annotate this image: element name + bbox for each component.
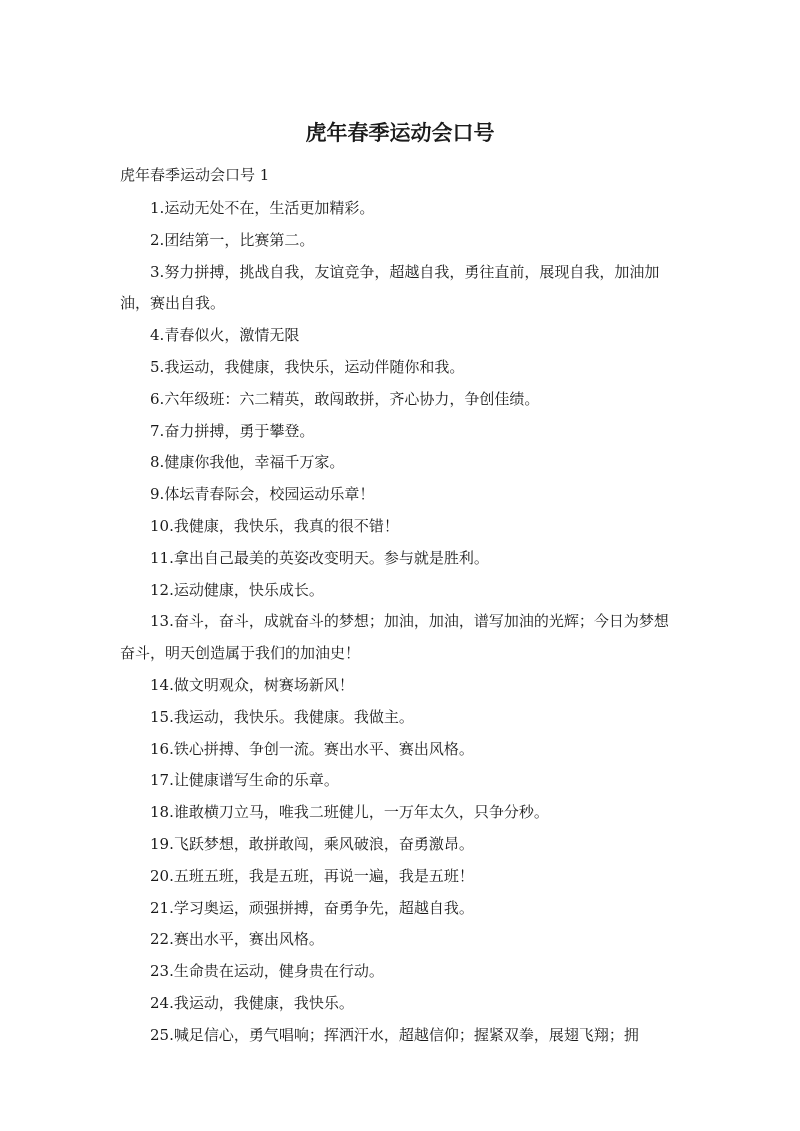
slogan-text: 六年级班：六二精英，敢闯敢拼，齐心协力，争创佳绩。: [164, 389, 540, 408]
slogan-item: [120, 734, 680, 766]
slogan-item: [120, 829, 680, 861]
slogan-number: 10.: [150, 516, 174, 535]
slogan-number: 17.: [150, 771, 174, 790]
slogan-text: 谁敢横刀立马，唯我二班健儿，一万年太久，只争分秒。: [173, 803, 549, 822]
slogan-number: 5.: [150, 357, 165, 376]
document-title: 虎年春季运动会口号: [305, 121, 495, 145]
slogan-number: 18.: [150, 803, 174, 822]
slogan-text: 五班五班，我是五班，再说一遍，我是五班！: [173, 866, 474, 885]
slogan-text: 奋斗，奋斗，成就奋斗的梦想；加油，加油，谱写加油的光辉；今日为梦想奋斗，明天创造属于我们的加油史！: [120, 612, 669, 663]
slogan-number: 23.: [150, 962, 174, 981]
slogan-number: 24.: [150, 993, 174, 1012]
slogan-number: 14.: [150, 675, 174, 694]
slogan-number: 12.: [150, 580, 174, 599]
slogan-item: [120, 257, 680, 321]
slogan-item: [120, 193, 680, 225]
slogan-number: 13.: [150, 612, 174, 631]
slogan-text: 飞跃梦想，敢拼敢闯，乘风破浪，奋勇激昂。: [173, 834, 474, 853]
slogan-number: 22.: [150, 930, 174, 949]
slogan-text: 喊足信心，勇气唱响；挥洒汗水，超越信仰；握紧双拳，展翅飞翔；拥: [173, 1025, 639, 1044]
slogan-item: [120, 543, 680, 575]
slogan-text: 我健康，我快乐，我真的很不错！: [173, 516, 399, 535]
slogan-item: [120, 797, 680, 829]
slogan-number: 2.: [150, 230, 165, 249]
slogan-number: 9.: [150, 485, 165, 504]
slogan-number: 21.: [150, 898, 174, 917]
slogan-text: 我运动，我健康，我快乐。: [173, 993, 354, 1012]
slogan-text: 我运动，我健康，我快乐，运动伴随你和我。: [164, 357, 465, 376]
slogan-text: 体坛青春际会，校园运动乐章！: [164, 485, 375, 504]
slogan-text: 奋力拼搏，勇于攀登。: [164, 421, 315, 440]
slogan-number: 16.: [150, 739, 174, 758]
slogan-text: 学习奥运，顽强拼搏，奋勇争先，超越自我。: [173, 898, 474, 917]
slogan-text: 青春似火，激情无限: [164, 326, 300, 345]
slogan-item: [120, 352, 680, 384]
slogan-item: [120, 511, 680, 543]
slogan-item: [120, 447, 680, 479]
slogan-item: [120, 956, 680, 988]
slogan-item: [120, 575, 680, 607]
slogan-item: [120, 225, 680, 257]
slogan-item: [120, 670, 680, 702]
slogan-number: 11.: [150, 548, 174, 567]
slogan-number: 3.: [150, 262, 165, 281]
slogan-text: 努力拼搏，挑战自我，友谊竞争，超越自我，勇往直前，展现自我，加油加油，赛出自我。: [120, 262, 660, 313]
slogan-text: 健康你我他，幸福千万家。: [164, 453, 345, 472]
slogan-item: [120, 479, 680, 511]
slogan-number: 4.: [150, 326, 165, 345]
slogan-text: 铁心拼搏、争创一流。赛出水平、赛出风格。: [173, 739, 474, 758]
slogan-number: 7.: [150, 421, 165, 440]
slogan-text: 我运动，我快乐。我健康。我做主。: [173, 707, 414, 726]
slogan-text: 拿出自己最美的英姿改变明天。参与就是胜利。: [173, 548, 489, 567]
slogan-text: 做文明观众，树赛场新风！: [173, 675, 354, 694]
slogan-text: 赛出水平，赛出风格。: [173, 930, 324, 949]
slogan-item: [120, 606, 680, 670]
slogan-item: [120, 988, 680, 1020]
slogan-item: [120, 861, 680, 893]
slogan-number: 6.: [150, 389, 165, 408]
slogan-item: [120, 320, 680, 352]
slogan-text: 让健康谱写生命的乐章。: [173, 771, 339, 790]
slogan-list: [120, 193, 680, 1052]
slogan-number: 15.: [150, 707, 174, 726]
slogan-number: 8.: [150, 453, 165, 472]
slogan-item: [120, 765, 680, 797]
slogan-number: 1.: [150, 199, 165, 217]
slogan-item: [120, 384, 680, 416]
slogan-text: 团结第一，比赛第二。: [164, 230, 315, 249]
section-subtitle: 虎年春季运动会口号 1: [120, 166, 270, 184]
slogan-text: 生命贵在运动，健身贵在行动。: [173, 962, 384, 981]
slogan-item: [120, 1020, 680, 1052]
slogan-item: [120, 924, 680, 956]
slogan-text: 运动无处不在，生活更加精彩。: [164, 199, 375, 217]
slogan-item: [120, 702, 680, 734]
slogan-number: 25.: [150, 1025, 174, 1044]
slogan-text: 运动健康，快乐成长。: [173, 580, 324, 599]
slogan-number: 19.: [150, 834, 174, 853]
slogan-item: [120, 416, 680, 448]
slogan-number: 20.: [150, 866, 174, 885]
slogan-item: [120, 893, 680, 925]
